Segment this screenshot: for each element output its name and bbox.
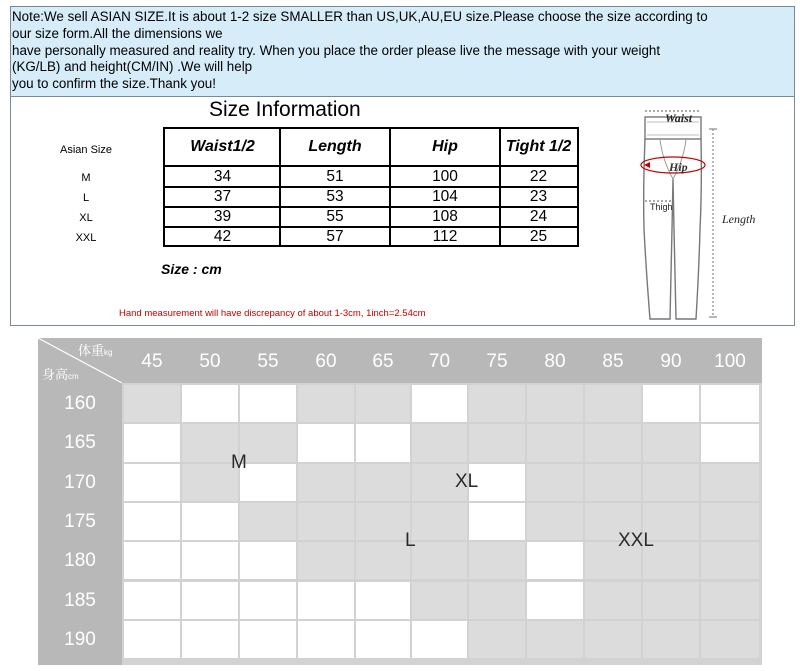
size-cell [298, 542, 354, 579]
size-cell [701, 542, 759, 579]
header-length: Length [308, 138, 362, 155]
size-cell [469, 542, 525, 579]
cell-waist-m: 34 [213, 168, 232, 185]
cell-length-xl: 55 [326, 208, 344, 225]
weight-tick: 65 [372, 351, 394, 372]
size-cell [643, 385, 699, 422]
weight-tick: 55 [257, 351, 279, 372]
pants-drawing [600, 99, 794, 325]
size-cell [124, 582, 180, 619]
height-axis-unit: cm [68, 372, 79, 381]
size-cell [527, 424, 583, 461]
size-cell [701, 621, 759, 658]
cell-hip-xl: 108 [432, 208, 458, 225]
size-cell [527, 542, 583, 579]
cell-hip-l: 104 [432, 188, 458, 205]
region-label-xxl: XXL [618, 530, 654, 551]
height-tick: 165 [64, 432, 96, 454]
region-label-l: L [405, 530, 416, 551]
height-tick: 175 [64, 510, 96, 532]
size-cell [701, 385, 759, 422]
size-cell [585, 582, 641, 619]
size-cell [527, 464, 583, 501]
size-cell [124, 424, 180, 461]
size-cell [412, 582, 467, 619]
size-cell [701, 424, 759, 461]
size-cell [643, 424, 699, 461]
size-cell [124, 464, 180, 501]
weight-tick: 85 [602, 351, 624, 372]
size-cell [356, 385, 410, 422]
asian-size-xl: XL [79, 212, 93, 224]
note-line: you to confirm the size.Thank you! [12, 76, 216, 92]
asian-size-header: Asian Size [60, 144, 112, 156]
asian-size-xxl: XXL [75, 232, 97, 244]
weight-height-size-chart [38, 338, 762, 665]
cell-tight-m: 22 [529, 168, 548, 185]
size-unit: Size : cm [161, 261, 222, 277]
size-cell [182, 385, 238, 422]
size-cell [412, 424, 467, 461]
note-line: Note:We sell ASIAN SIZE.It is about 1-2 size SMALLER than US,UK,AU,EU size.Please choose the size according to [12, 9, 708, 24]
size-cell [585, 464, 641, 501]
size-cell [527, 385, 583, 422]
size-cell [240, 424, 296, 461]
cell-hip-xxl: 112 [432, 228, 458, 245]
size-cell [182, 542, 238, 579]
weight-tick: 50 [199, 351, 221, 372]
size-cell [585, 621, 641, 658]
size-cell [298, 582, 354, 619]
weight-axis-label [78, 340, 112, 359]
size-cell [240, 542, 296, 579]
header-waist: Waist1/2 [190, 138, 255, 155]
measurement-disclaimer: Hand measurement will have discrepancy of about 1-3cm, 1inch=2.54cm [119, 308, 426, 319]
height-tick: 170 [64, 471, 96, 493]
size-cell [240, 385, 296, 422]
size-cell [701, 464, 759, 501]
hip-label: Hip [669, 160, 688, 174]
note-line: have personally measured and reality try. When you place the order please live the message with your weight [12, 42, 661, 58]
size-cell [356, 582, 410, 619]
size-cell [240, 582, 296, 619]
size-cell [124, 542, 180, 579]
size-cell [412, 621, 467, 658]
size-table [163, 127, 579, 247]
height-axis-label [42, 364, 79, 383]
size-cell [182, 424, 238, 461]
size-cell [356, 621, 410, 658]
weight-axis-unit: kg [104, 348, 113, 357]
pants-measurement-diagram [600, 99, 794, 325]
cell-length-l: 53 [326, 188, 344, 205]
size-cell [585, 424, 641, 461]
weight-tick: 100 [714, 351, 746, 372]
height-tick: 185 [64, 589, 96, 611]
size-cell [469, 424, 525, 461]
size-cell [182, 621, 238, 658]
size-cell [412, 503, 467, 540]
size-cell [124, 503, 180, 540]
size-cell [298, 424, 354, 461]
size-cell [643, 464, 699, 501]
size-cell [298, 621, 354, 658]
size-cell [469, 503, 525, 540]
cell-waist-xl: 39 [213, 208, 232, 225]
size-cell [643, 582, 699, 619]
region-label-m: M [231, 452, 247, 473]
size-info-panel [10, 6, 795, 326]
size-cell [240, 621, 296, 658]
weight-tick: 90 [660, 351, 682, 372]
cell-hip-m: 100 [432, 168, 458, 185]
cell-tight-xxl: 25 [529, 228, 548, 245]
size-cell [527, 503, 583, 540]
asian-size-l: L [82, 192, 90, 204]
size-cell [643, 621, 699, 658]
size-cell [527, 621, 583, 658]
size-cell [182, 582, 238, 619]
size-note [11, 7, 794, 97]
weight-tick: 75 [486, 351, 508, 372]
length-label: Length [722, 212, 756, 226]
header-tight: Tight 1/2 [505, 138, 572, 155]
note-line: our size form.All the dimensions we [12, 25, 223, 41]
cell-length-xxl: 57 [326, 228, 344, 245]
waist-label: Waist [665, 111, 693, 125]
cell-tight-xl: 24 [529, 208, 548, 225]
size-cell [412, 542, 467, 579]
size-cell [356, 464, 410, 501]
weight-tick: 60 [315, 351, 337, 372]
weight-tick: 70 [428, 351, 451, 372]
cell-tight-l: 23 [529, 188, 548, 205]
size-cell [298, 385, 354, 422]
weight-axis-text: 体重 [78, 343, 105, 358]
height-header-column [38, 338, 122, 665]
height-axis-text: 身高 [42, 367, 69, 382]
size-cell [124, 385, 180, 422]
size-cell [240, 464, 296, 501]
size-info-title: Size Information [209, 98, 361, 121]
height-tick: 160 [64, 393, 96, 414]
size-cell [585, 385, 641, 422]
size-cell [701, 582, 759, 619]
size-cell [356, 503, 410, 540]
size-cell [298, 503, 354, 540]
size-cell [469, 385, 525, 422]
note-line: (KG/LB) and height(CM/IN) .We will help [12, 59, 253, 75]
size-cell [469, 621, 525, 658]
size-cell [182, 464, 238, 501]
size-cell [124, 621, 180, 658]
weight-tick: 45 [141, 351, 163, 372]
cell-length-m: 51 [326, 168, 344, 185]
size-cell [412, 385, 467, 422]
cell-waist-xxl: 42 [213, 228, 232, 245]
size-cell [240, 503, 296, 540]
size-cell [298, 464, 354, 501]
asian-size-m: M [81, 172, 91, 184]
height-tick: 190 [64, 628, 96, 650]
size-cell [356, 542, 410, 579]
weight-tick: 80 [544, 351, 566, 372]
header-hip: Hip [432, 138, 458, 155]
cell-waist-l: 37 [213, 188, 232, 205]
size-cell [527, 582, 583, 619]
size-cell [701, 503, 759, 540]
thigh-label: Thigh [650, 202, 673, 212]
size-cell [356, 424, 410, 461]
height-tick: 180 [64, 550, 96, 572]
size-cell [469, 582, 525, 619]
size-cell [182, 503, 238, 540]
region-label-xl: XL [455, 471, 479, 492]
